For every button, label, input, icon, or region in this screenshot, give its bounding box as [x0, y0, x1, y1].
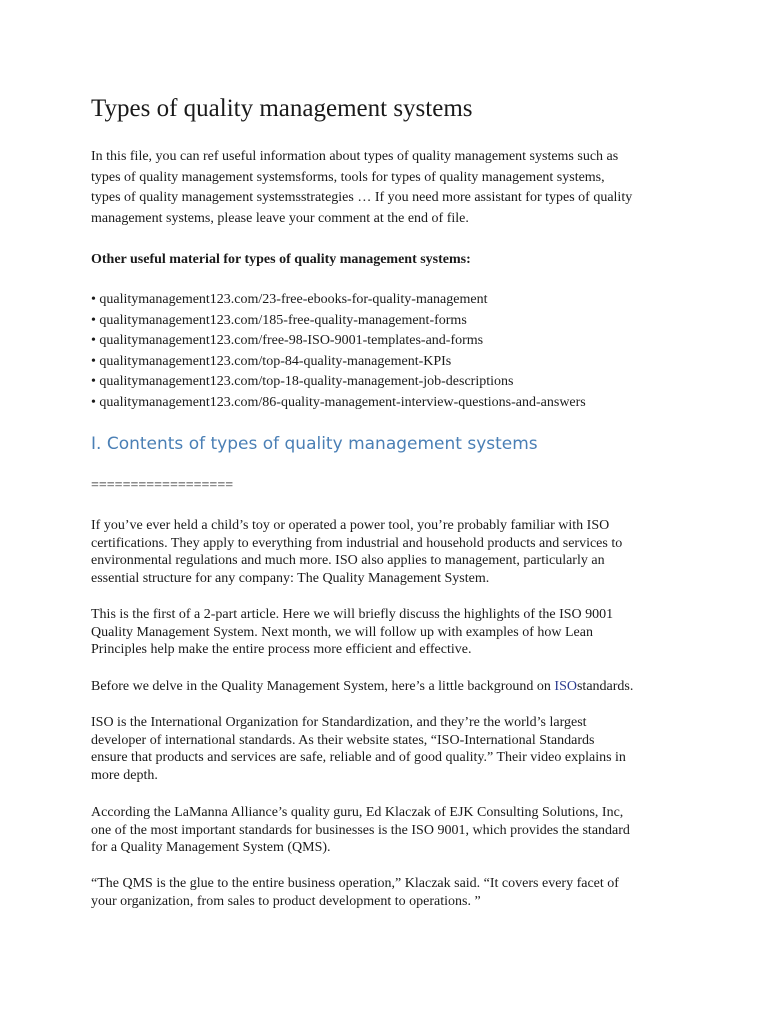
paragraph-line: developer of international standards. As their website states, “ISO-International Standards — [91, 732, 595, 748]
material-link[interactable]: • qualitymanagement123.com/86-quality-management-interview-questions-and-answers — [91, 394, 586, 410]
material-link[interactable]: • qualitymanagement123.com/23-free-ebooks-for-quality-management — [91, 292, 488, 307]
paragraph-text: Before we delve in the Quality Management System, here’s a little background on — [91, 679, 555, 694]
paragraph-line: Principles help make the entire process more efficient and effective. — [91, 642, 472, 658]
paragraph-line: environmental regulations and much more. ISO also applies to management, particularly an — [91, 553, 605, 569]
intro-line: types of quality management systemsstrategies … If you need more assistant for types of quality — [91, 190, 633, 205]
paragraph-line: According the LaManna Alliance’s quality guru, Ed Klaczak of EJK Consulting Solutions, Inc, — [91, 805, 624, 820]
paragraph-line: for a Quality Management System (QMS). — [91, 840, 331, 856]
intro-paragraph — [91, 147, 691, 229]
material-link[interactable]: • qualitymanagement123.com/free-98-ISO-9001-templates-and-forms — [91, 333, 484, 349]
paragraph-line: “The QMS is the glue to the entire business operation,” Klaczak said. “It covers every facet of — [91, 876, 619, 891]
body-paragraph — [91, 678, 691, 696]
body-paragraph — [91, 875, 691, 910]
paragraph-line: one of the most important standards for businesses is the ISO 9001, which provides the standard — [91, 822, 630, 838]
paragraph-line: ISO is the International Organization for Standardization, and they’re the world’s largest — [91, 715, 587, 730]
paragraph-line: If you’ve ever held a child’s toy or operated a power tool, you’re probably familiar with ISO — [91, 518, 610, 533]
other-material-heading: Other useful material for types of quality management systems: — [91, 252, 471, 267]
intro-line: types of quality management systemsforms, tools for types of quality management systems, — [91, 169, 605, 185]
material-link-list — [91, 290, 586, 414]
body-paragraph — [91, 804, 691, 857]
paragraph-line — [91, 678, 691, 696]
paragraph-line: certifications. They apply to everything from industrial and household products and services to — [91, 535, 623, 551]
paragraph-line: This is the first of a 2-part article. Here we will briefly discuss the highlights of the ISO 9001 — [91, 607, 614, 622]
body-paragraph — [91, 606, 691, 659]
body-paragraph — [91, 517, 691, 587]
paragraph-line: more depth. — [91, 767, 158, 783]
paragraph-line: essential structure for any company: The Quality Management System. — [91, 570, 490, 586]
paragraph-line: your organization, from sales to product development to operations. ” — [91, 893, 481, 909]
body-paragraph — [91, 714, 691, 784]
material-link[interactable]: • qualitymanagement123.com/185-free-quality-management-forms — [91, 312, 467, 328]
paragraph-line: ensure that products and services are safe, reliable and of good quality.” Their video explains in — [91, 750, 626, 766]
iso-link[interactable]: ISO — [554, 679, 577, 694]
intro-line: In this file, you can ref useful information about types of quality management systems such as — [91, 149, 619, 164]
section-heading: I. Contents of types of quality management systems — [91, 434, 538, 454]
paragraph-line: Quality Management System. Next month, we will follow up with examples of how Lean — [91, 624, 593, 640]
material-link[interactable]: • qualitymanagement123.com/top-18-quality-management-job-descriptions — [91, 374, 514, 390]
divider-line: ================== — [91, 478, 234, 493]
intro-line: management systems, please leave your comment at the end of file. — [91, 210, 469, 226]
paragraph-text: standards. — [576, 679, 634, 694]
material-link[interactable]: • qualitymanagement123.com/top-84-quality-management-KPIs — [91, 353, 452, 369]
document-title: Types of quality management systems — [91, 95, 473, 122]
